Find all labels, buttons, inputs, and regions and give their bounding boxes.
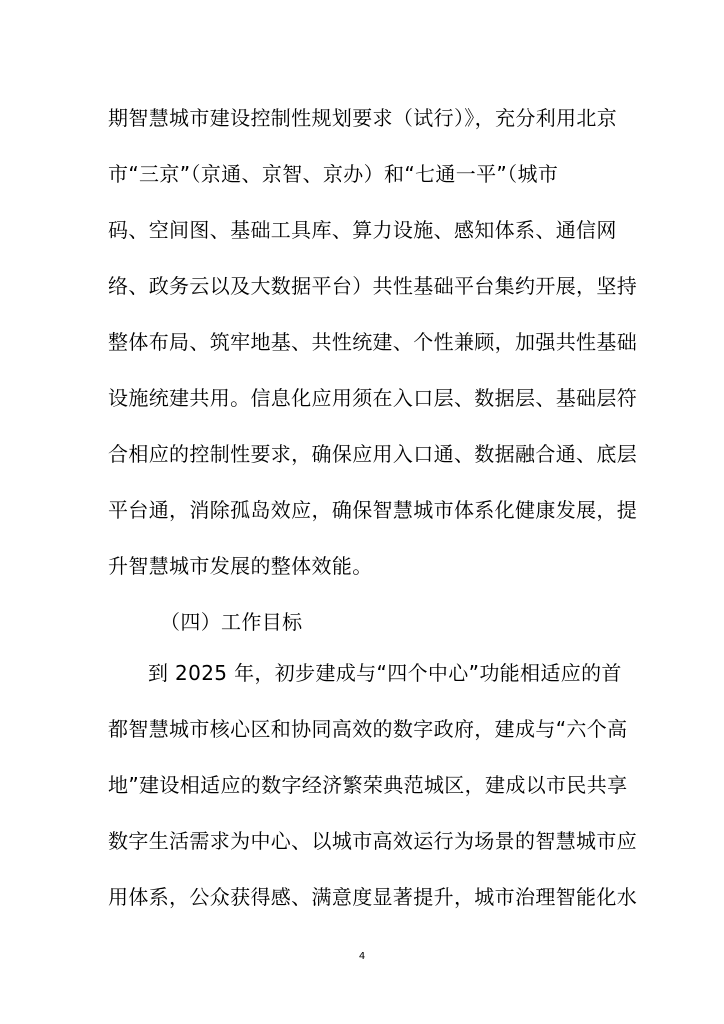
paragraph-1-line-7: 合相应的控制性要求，确保应用入口通、数据融合通、底层 (108, 442, 638, 466)
paragraph-1-line-2: 市“三京”（京通、京智、京办）和“七通一平”（城市 (108, 162, 559, 186)
paragraph-1-line-6: 设施统建共用。信息化应用须在入口层、数据层、基础层符 (108, 386, 638, 410)
paragraph-2-line-5: 用体系，公众获得感、满意度显著提升，城市治理智能化水 (108, 885, 638, 909)
paragraph-2-line-3: 地”建设相适应的数字经济繁荣典范城区，建成以市民共享 (108, 773, 628, 797)
paragraph-1-line-4: 络、政务云以及大数据平台）共性基础平台集约开展，坚持 (108, 274, 638, 298)
paragraph-1-line-3: 码、空间图、基础工具库、算力设施、感知体系、通信网 (108, 218, 617, 242)
paragraph-1-line-8: 平台通，消除孤岛效应，确保智慧城市体系化健康发展，提 (108, 498, 638, 522)
paragraph-1-line-9: 升智慧城市发展的整体效能。 (108, 554, 373, 578)
section-heading: （四）工作目标 (160, 610, 303, 634)
paragraph-2-line-4: 数字生活需求为中心、以城市高效运行为场景的智慧城市应 (108, 829, 638, 853)
paragraph-2-line-1: 到 2025 年，初步建成与“四个中心”功能相适应的首 (148, 661, 622, 685)
paragraph-2-line-2: 都智慧城市核心区和协同高效的数字政府，建成与“六个高 (108, 717, 628, 741)
paragraph-1-line-5: 整体布局、筑牢地基、共性统建、个性兼顾，加强共性基础 (108, 330, 638, 354)
paragraph-1-line-1: 期智慧城市建设控制性规划要求（试行）》，充分利用北京 (108, 106, 618, 130)
page-number: 4 (358, 951, 366, 962)
